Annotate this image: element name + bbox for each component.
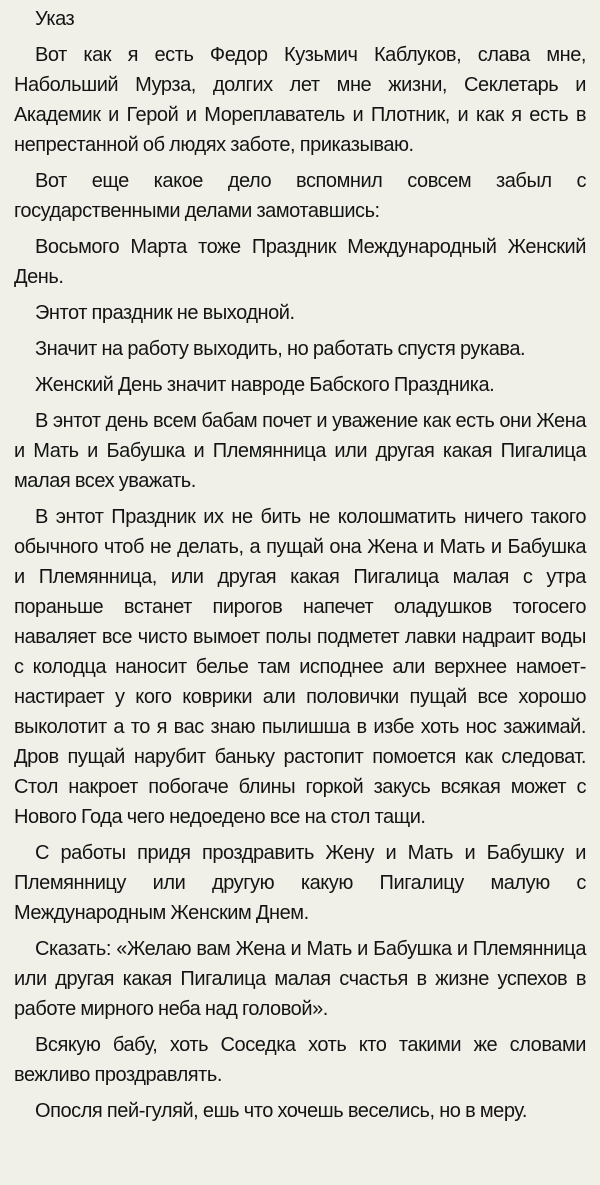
paragraph: Вот еще какое дело вспомнил совсем забыл с государственными делами замотавшись: <box>14 170 586 222</box>
paragraph: Восьмого Марта тоже Праздник Международный Женский День. <box>14 236 586 288</box>
paragraph: С работы придя проздравить Жену и Мать и Бабушку и Племянницу или другую какую Пигалицу малую с Международным Женским Днем. <box>14 842 586 924</box>
paragraph: В энтот день всем бабам почет и уважение как есть они Жена и Мать и Бабушка и Племянница или другая какая Пигалица малая всех уважать. <box>14 410 586 492</box>
paragraph: Вот как я есть Федор Кузьмич Каблуков, слава мне, Набольший Мурза, долгих лет мне жизни, Секлетарь и Академик и Герой и Мореплаватель и Плотник, и как я есть в непрестанной об людях заботе, приказываю. <box>14 44 586 156</box>
paragraph: Опосля пей-гуляй, ешь что хочешь веселись, но в меру. <box>35 1100 527 1122</box>
paragraph: Всякую бабу, хоть Соседка хоть кто такими же словами вежливо проздравлять. <box>14 1034 586 1086</box>
paragraph: Сказать: «Желаю вам Жена и Мать и Бабушка и Племянница или другая какая Пигалица малая счастья в жизне успехов в работе мирного неба над головой». <box>14 938 586 1020</box>
paragraph: Женский День значит навроде Бабского Праздника. <box>35 374 495 396</box>
paragraph: Значит на работу выходить, но работать спустя рукава. <box>35 338 526 360</box>
paragraph: В энтот Праздник их не бить не колошматить ничего такого обычного чтоб не делать, а пущай она Жена и Мать и Бабушка и Племянница, или другая какая Пигалица малая с утра пораньше встанет пирогов напечет оладушков тогосего наваляет все чисто вымоет полы подметет лавки надраит воды с колодца наносит белье там исподнее али верхнее намоет-настирает у кого коврики али половички пущай все хорошо выколотит а то я вас знаю пылишша в избе хоть нос зажимай. Дров пущай нарубит баньку растопит помоется как следоват. Стол накроет побогаче блины горкой закусь всякая может с Нового Года чего недоедено все на стол тащи. <box>14 506 586 828</box>
document-title: Указ <box>35 8 75 30</box>
paragraph: Энтот праздник не выходной. <box>35 302 295 324</box>
